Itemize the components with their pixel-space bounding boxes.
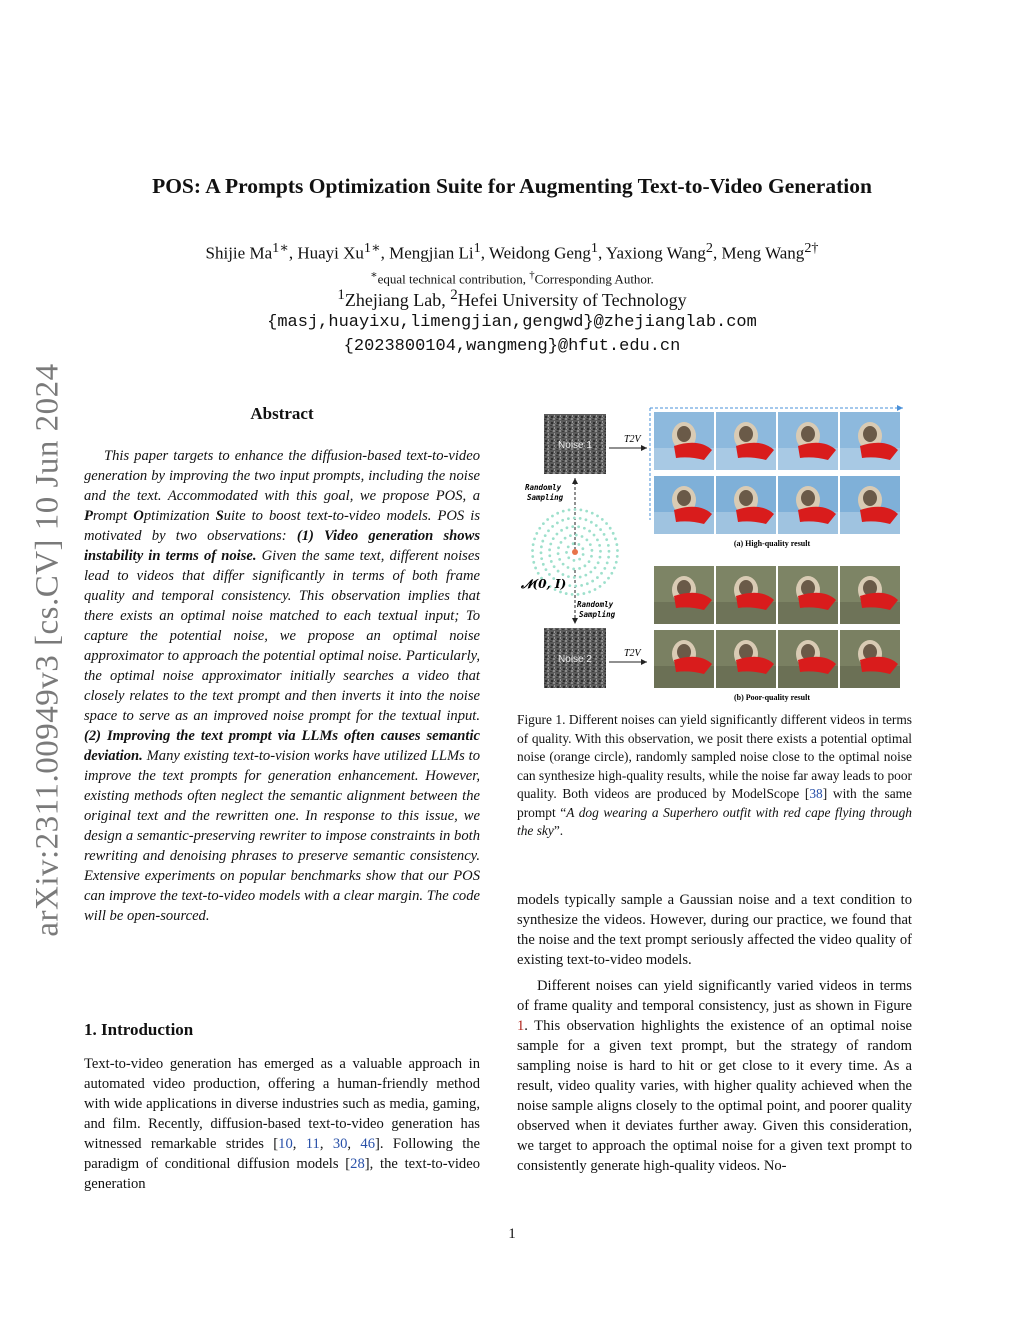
distribution-dot: [582, 592, 585, 595]
paper-title: POS: A Prompts Optimization Suite for Augmenting Text-to-Video Generation: [152, 174, 872, 198]
distribution-dot: [540, 557, 543, 560]
distribution-dot: [584, 574, 587, 577]
distribution-dot: [562, 510, 565, 513]
distribution-dot: [574, 508, 577, 511]
page-number: 1: [508, 1226, 516, 1242]
distribution-dot: [599, 528, 602, 531]
distribution-dot: [600, 572, 603, 575]
high-quality-frames: [654, 412, 900, 534]
distribution-dot: [591, 580, 594, 583]
distribution-dot: [582, 553, 585, 556]
distribution-dot: [613, 566, 616, 569]
distribution-dot: [556, 522, 559, 525]
distribution-dot: [580, 584, 583, 587]
distribution-dot: [599, 585, 602, 588]
video-frame: [778, 476, 838, 534]
distribution-dot: [585, 510, 588, 513]
distribution-dot: [532, 561, 535, 564]
distribution-dot: [557, 546, 560, 549]
noise-2-label: Noise 2: [558, 654, 592, 665]
distribution-dot: [537, 572, 540, 575]
video-frame: [778, 630, 838, 688]
video-frame: [716, 566, 776, 624]
distribution-dot: [542, 522, 545, 525]
distribution-dot: [551, 525, 554, 528]
distribution-dot: [615, 543, 618, 546]
distribution-dot: [607, 544, 610, 547]
distribution-dot: [616, 555, 619, 558]
citation-link[interactable]: 11: [305, 1136, 320, 1152]
distribution-dot: [566, 526, 569, 529]
gaussian-label: 𝓝(0, I): [521, 577, 567, 591]
distribution-dot: [562, 563, 565, 566]
distribution-dot: [578, 567, 581, 570]
sampling-label: Sampling: [579, 610, 616, 619]
distribution-dot: [585, 538, 588, 541]
distribution-dot: [609, 527, 612, 530]
caption-label-a: (a) High-quality result: [733, 539, 811, 548]
video-frame: [778, 412, 838, 470]
distribution-dot: [540, 551, 543, 554]
distribution-dot: [542, 563, 545, 566]
caption-label-b: (b) Poor-quality result: [734, 693, 810, 702]
author: , Mengjian Li: [380, 243, 474, 263]
video-frame: [840, 630, 900, 688]
distribution-dot: [597, 561, 600, 564]
figure-link[interactable]: 1: [517, 1018, 525, 1034]
video-frame: [840, 566, 900, 624]
distribution-dot: [548, 554, 551, 557]
distribution-dot: [533, 538, 536, 541]
distribution-dot: [564, 537, 567, 540]
video-frame: [840, 412, 900, 470]
figure-1: [517, 400, 917, 710]
intro-body: Text-to-video generation has emerged as a valuable approach in automated video production, offering a human-friendly method with wide applications in diverse industries such as media, gaming, and film. Recently, diffusion-based text-to-video generation has witnessed remarkable strides [10, 11, 30, 46]. Following the paradigm of conditional diffusion models [28], the text-to-video generation: [84, 1056, 481, 1192]
intro-continued: models typically sample a Gaussian noise and a text condition to synthesize the videos. However, during our practice, we found that the noise and the text prompt seriously affected the video quality of existing text-to-video models. Different noises can yield significantly varied videos in terms of frame quality and temporal consistency, just as shown in Figure 1. This observation highlights the existence of an optimal noise sample for a given text prompt, but the strategy of random sampling noise is hard to hit or get close to it every time. As a result, video quality varies, with higher quality achieved when the noise sample aligns closely to the optimal point, and poorer quality observed when it deviates further away. Given this consideration, we target to approach the optimal noise for a given text prompt to consistently generate high-quality videos. No-: [517, 892, 912, 1174]
distribution-dot: [596, 538, 599, 541]
distribution-dot: [589, 571, 592, 574]
distribution-dot: [594, 566, 597, 569]
citation-link[interactable]: 28: [350, 1156, 365, 1172]
distribution-dot: [551, 515, 554, 518]
video-frame: [654, 566, 714, 624]
distribution-dot: [605, 522, 608, 525]
distribution-dot: [567, 556, 570, 559]
video-frame: [716, 412, 776, 470]
distribution-dot: [552, 537, 555, 540]
distribution-dot: [531, 555, 534, 558]
distribution-dot: [596, 515, 599, 518]
distribution-dot: [581, 535, 584, 538]
figure-1-graphic: [517, 400, 917, 710]
distribution-dot: [603, 533, 606, 536]
distribution-dot: [573, 576, 576, 579]
distribution-dot: [575, 534, 578, 537]
distribution-dot: [616, 549, 619, 552]
distribution-dot: [556, 533, 559, 536]
distribution-dot: [567, 517, 570, 520]
distribution-dot: [581, 547, 584, 550]
distribution-dot: [556, 512, 559, 515]
distribution-dot: [532, 543, 535, 546]
distribution-dot: [588, 530, 591, 533]
distribution-dot: [546, 518, 549, 521]
distribution-dot: [591, 512, 594, 515]
video-frame: [654, 476, 714, 534]
distribution-dot: [579, 576, 582, 579]
distribution-dot: [567, 575, 570, 578]
citation-link[interactable]: 10: [278, 1136, 293, 1152]
distribution-dot: [560, 541, 563, 544]
distribution-dot: [573, 517, 576, 520]
randomly-label: Randomly: [525, 483, 562, 492]
distribution-dot: [579, 517, 582, 520]
distribution-dot: [603, 567, 606, 570]
distribution-dot: [579, 509, 582, 512]
arxiv-stamp: arXiv:2311.00949v3 [cs.CV] 10 Jun 2024: [29, 363, 66, 937]
citation-link[interactable]: 38: [809, 786, 823, 801]
distribution-dot: [567, 566, 570, 569]
distribution-dot: [593, 534, 596, 537]
distribution-dot: [586, 582, 589, 585]
distribution-dot: [544, 534, 547, 537]
distribution-dot: [606, 562, 609, 565]
author: , Yaxiong Wang: [598, 243, 706, 263]
author: , Weidong Geng: [480, 243, 591, 263]
distribution-dot: [548, 573, 551, 576]
distribution-dot: [569, 534, 572, 537]
distribution-dot: [541, 540, 544, 543]
distribution-dot: [568, 584, 571, 587]
distribution-dot: [610, 572, 613, 575]
distribution-dot: [577, 593, 580, 596]
author: , Huayi Xu: [288, 243, 364, 263]
email-line-2: {2023800104,wangmeng}@hfut.edu.cn: [343, 337, 681, 356]
figure-caption: Figure 1. Different noises can yield significantly different videos in terms of quality. With this observation, we posit there exists a potential optimal noise (orange circle), randomly sampled noise close to the optimal noise can synthesize high-quality results, while the noise far away leads to poor quality. Both videos are produced by ModelScope [38] with the same prompt “A dog wearing a Superhero outfit with red cape flying through the sky”.: [517, 712, 912, 838]
distribution-dot: [590, 555, 593, 558]
distribution-dot: [578, 558, 581, 561]
distribution-dot: [599, 556, 602, 559]
distribution-dot: [568, 509, 571, 512]
distribution-dot: [589, 543, 592, 546]
distribution-dot: [596, 576, 599, 579]
distribution-dot: [608, 550, 611, 553]
randomly-label: Randomly: [577, 600, 614, 609]
distribution-dot: [565, 551, 568, 554]
distribution-dot: [607, 577, 610, 580]
author: , Meng Wang: [712, 243, 805, 263]
distribution-dot: [548, 548, 551, 551]
distribution-dot: [567, 545, 570, 548]
distribution-dot: [549, 543, 552, 546]
distribution-dot: [577, 525, 580, 528]
distribution-dot: [588, 560, 591, 563]
distribution-dot: [573, 559, 576, 562]
noise-1-label: Noise 1: [558, 440, 592, 451]
distribution-dot: [601, 518, 604, 521]
distribution-dot: [572, 542, 575, 545]
distribution-dot: [599, 550, 602, 553]
distribution-dot: [565, 592, 568, 595]
author-list: Shijie $Ma^{1∗}$, Huayi $Xu^{1∗}$, Mengjian Li$^1$, Weidong Geng$^1$, Yaxiong Wang$^2$, Meng Wang$^{2\dagger}$: [205, 240, 819, 263]
distribution-dot: [553, 565, 556, 568]
distribution-dot: [562, 573, 565, 576]
video-frame: [716, 630, 776, 688]
t2v-label-top: T2V: [624, 434, 641, 445]
citation-link[interactable]: 30: [332, 1136, 348, 1152]
distribution-dot: [571, 525, 574, 528]
distribution-dot: [545, 568, 548, 571]
distribution-dot: [571, 593, 574, 596]
sampling-label: Sampling: [527, 493, 564, 502]
distribution-dot: [572, 568, 575, 571]
distribution-dot: [557, 552, 560, 555]
distribution-dot: [603, 581, 606, 584]
distribution-dot: [607, 556, 610, 559]
distribution-dot: [535, 532, 538, 535]
distribution-dot: [557, 570, 560, 573]
affiliations: $^1$Zhejiang Lab, $^2$Hefei University of Technology: [337, 287, 687, 310]
intro-heading: 1. Introduction: [84, 1020, 194, 1039]
distribution-dot: [612, 532, 615, 535]
citation-link[interactable]: 46: [360, 1136, 376, 1152]
distribution-dot: [585, 518, 588, 521]
distribution-dot: [561, 519, 564, 522]
video-frame: [778, 566, 838, 624]
distribution-dot: [614, 537, 617, 540]
distribution-dot: [531, 549, 534, 552]
distribution-dot: [583, 527, 586, 530]
video-frame: [840, 476, 900, 534]
distribution-dot: [540, 545, 543, 548]
abstract-heading: Abstract: [250, 404, 314, 423]
distribution-dot: [558, 558, 561, 561]
distribution-dot: [615, 561, 618, 564]
video-frame: [654, 412, 714, 470]
distribution-dot: [588, 591, 591, 594]
video-frame: [654, 630, 714, 688]
distribution-dot: [574, 585, 577, 588]
abstract-body: This paper targets to enhance the diffusion-based text-to-video generation by improving the two input prompts, including the noise and the text. Accommodated with this goal, we propose POS, a Prompt Optimization Suite to boost text-to-video models. POS is motivated by two observations: (1) Video generation shows instability in terms of noise. Given the same text, different noises lead to videos that differ significantly in terms of both frame quality and temporal consistency. This observation implies that there exists an optimal noise matched to each textual input; To capture the potential noise, we propose an optimal noise approximator to approach the potential optimal noise. Particularly, the optimal noise approximator initially searches a video that closely relates to the text prompt and then inverts it into the noise space to serve as an improved noise prompt for the textual input. (2) Improving the text prompt via LLMs often causes semantic deviation. Many existing text-to-vision works have utilized LLMs to improve the text prompts for generation enhancement. However, existing methods often neglect the semantic alignment between the original text and the rewritten one. In response to this issue, we design a semantic-preserving rewriter to impose constraints in both rewriting and denoising phrases to preserve semantic consistency. Extensive experiments on popular benchmarks show that our POS can improve the text-to-video models with a clear margin. The code will be open-sourced.: [84, 448, 480, 924]
distribution-dot: [538, 527, 541, 530]
distribution-dot: [595, 524, 598, 527]
author: Shijie Ma: [205, 243, 273, 263]
distribution-dot: [547, 529, 550, 532]
distribution-dot: [560, 529, 563, 532]
distribution-dot: [594, 588, 597, 591]
poor-quality-frames: [654, 566, 900, 688]
distribution-dot: [550, 560, 553, 563]
distribution-dot: [591, 549, 594, 552]
distribution-dot: [584, 564, 587, 567]
distribution-dot: [577, 543, 580, 546]
distribution-dot: [598, 544, 601, 547]
video-frame: [716, 476, 776, 534]
optimal-noise-dot: [572, 549, 578, 555]
distribution-dot: [534, 567, 537, 570]
email-line-1: {masj,huayixu,limengjian,gengwd}@zhejianglab.com: [267, 313, 757, 332]
contribution-notes: ∗equal technical contribution, †Corresponding Author.: [370, 269, 654, 287]
distribution-dot: [590, 521, 593, 524]
t2v-label-bottom: T2V: [624, 648, 641, 659]
distribution-dot: [605, 538, 608, 541]
